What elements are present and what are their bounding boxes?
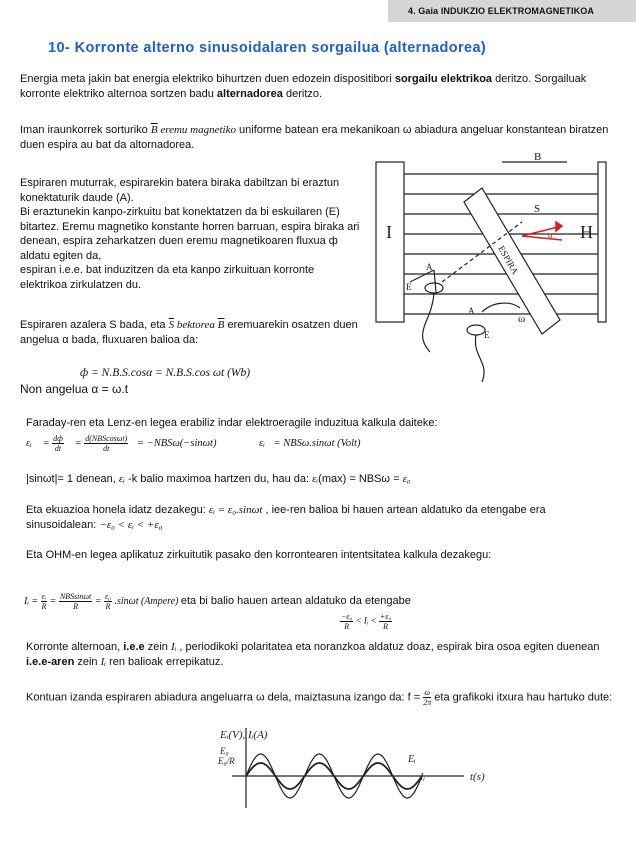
generator-diagram	[372, 152, 612, 388]
sinusoidal-equation: Eta ekuazioa honela idatz dezakegu: εᵢ = ε₀.sinωt , iee-ren balioa bi hauen artean aldatuko da etengabe era sinusoidalean: −ε₀ < εᵢ < +ε₀	[26, 504, 546, 531]
omega-label: ω	[518, 313, 526, 325]
faraday-intro: Faraday-ren eta Lenz-en legea erabiliz indar elektroeragile induzitua kalkula daiteke:	[26, 417, 438, 429]
sinusoid-graph	[212, 722, 512, 818]
magnet-label-i: I	[386, 222, 392, 242]
magnet-north-pole	[376, 162, 404, 322]
paragraph-rings: Espiraren muturrak, espirarekin batera biraka dabiltzan bi eraztun konektaturik daude (A). Bi eraztunekin kanpo-zirkuitu bat konektatzen da bi eskuilaren (E) bitartez. Eremu magnetiko konstante horren barruan, espira biraka ari denean, espira zeharkatzen duen eremu magnetikoaren fluxua ф aldatu egiten da, espiran i.e.e. bat induzitzen da eta kanpo zirkuituan korronte elektrikoa zirkulatzen du.	[20, 177, 360, 291]
x-axis-label: t(s)	[470, 771, 485, 783]
y-axis-label: Eᵢ(V), Iᵢ(A)	[220, 729, 268, 741]
max-value: |sinωt|= 1 denean, εᵢ -k balio maximoa hartzen du, hau da: εᵢ(max) = NBSω = ε₀	[26, 473, 411, 485]
ohm-intro: Eta OHM-en legea aplikatuz zirkuitutik pasako den korrontearen intentsitatea kalkula dezakegu:	[26, 549, 492, 561]
current-range: $\frac{\text{−ε₀}}{R}$ < Iᵢ < $\frac{\text{+ε₀}}{R}$	[341, 612, 392, 631]
paragraph-definition: Energia meta jakin bat energia elektriko bihurtzen duen edozein dispositibori sorgailu elektrikoa deritzo. Sorgailuak korronte elektriko alternoa sortzen badu alternadorea deritzo.	[20, 73, 587, 100]
brush-label-2: E	[484, 330, 490, 340]
paragraph-area: Espiraren azalera S bada, eta $\overline{S}$ bektorea $\overline{B}$ eremuarekin osatzen duen angelua α bada, fluxuaren balioa da:	[20, 319, 358, 346]
alternating-paragraph: Korronte alternoan, i.e.e zein Iᵢ , periodikoki polaritatea eta noranzkoa aldatuz doaz, espirak bira osoa egiten duenean i.e.e-aren zein Iᵢ ren balioak errepikatuz.	[26, 641, 600, 668]
magnet-south-pole	[598, 162, 606, 322]
frequency-paragraph: Kontuan izanda espiraren abiadura angeluarra ω dela, maiztasuna izango da: f = $\frac{\omega}{2\pi}$ eta grafikoki itxura hau hartuko dute:	[26, 688, 613, 707]
loop-label: ESPIRA	[496, 244, 521, 276]
alpha-label: α	[548, 230, 553, 240]
e0-label: E₀	[220, 746, 229, 756]
faraday-formula: εᵢ = $\frac{dф}{dt}$ = $\frac{\text{d(NBScosωt)}}{dt}$ = −NBSω(−sinωt) εᵢ = NBSω.sinωt (Volt)	[26, 434, 361, 454]
ring-label-2: A	[468, 306, 475, 316]
paragraph-magnet: Iman iraunkorrek sorturiko $\overline{B}$ eremu magnetiko uniforme batean era mekanikoan ω abiadura angeluar konstantean biratzen duen espira au bat da altornadorea.	[20, 124, 609, 151]
emf-curve-label: Eᵢ	[408, 754, 416, 765]
angle-formula: Non angelua α = ω.t	[20, 382, 129, 396]
e0r-label: E₀/R	[218, 756, 235, 766]
magnet-label-h: H	[580, 222, 593, 242]
s-vector-label: S	[534, 203, 541, 215]
brush-label-1: E	[406, 282, 412, 292]
current-formula: Iᵢ = $\frac{\text{εᵢ}}{R}$ = $\frac{\text{NBSsinωt}}{R}$ = $\frac{\text{ε₀}}{R}$ .sinωt (Ampere) eta bi balio hauen artean aldatuko da etengabe	[24, 592, 411, 611]
ring-label-1: A	[426, 262, 433, 272]
section-header: 4. Gaia INDUKZIO ELEKTROMAGNETIKOA	[388, 0, 636, 22]
current-curve-label: Iᵢ	[420, 772, 425, 783]
page-title: 10- Korronte alterno sinusoidalaren sorgailua (alternadorea)	[48, 40, 487, 56]
flux-formula: ф = N.B.S.cosα = N.B.S.cos ωt (Wb)	[80, 367, 251, 379]
b-vector-label: B	[534, 152, 542, 163]
